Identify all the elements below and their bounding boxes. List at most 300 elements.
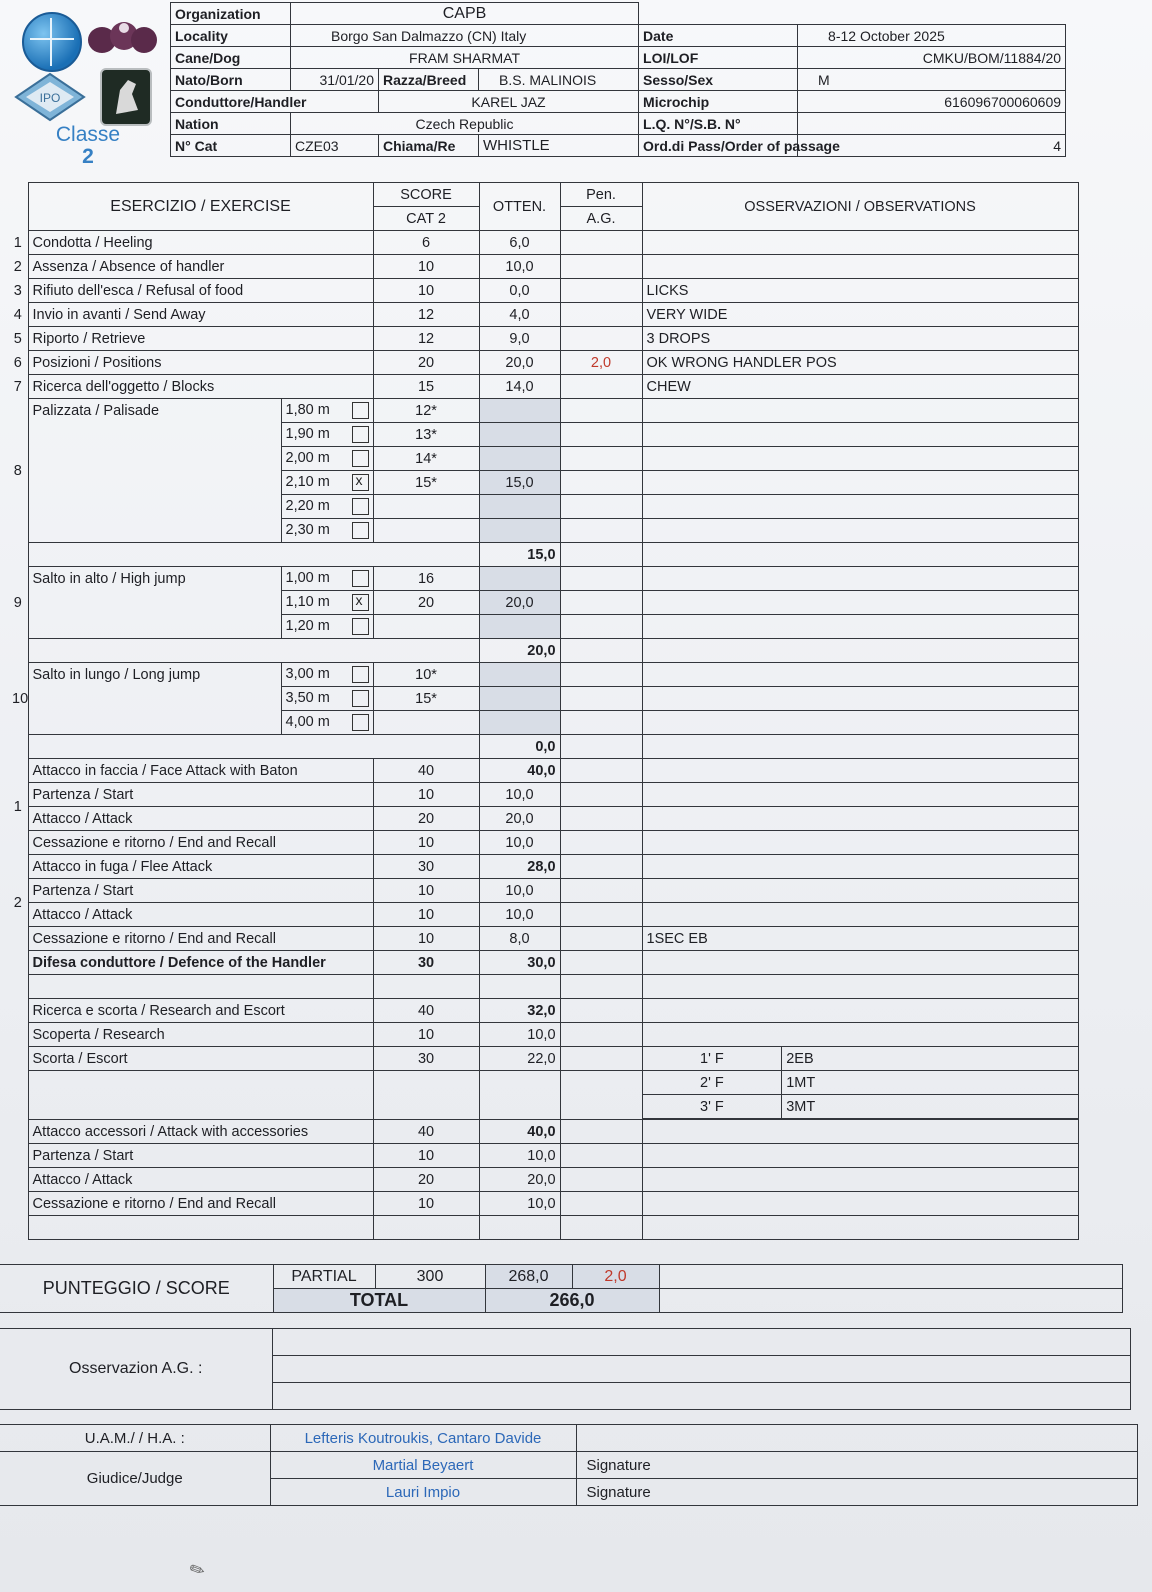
observation: [642, 615, 1078, 639]
obtained-score: 20,0: [479, 1168, 560, 1192]
info-row: [171, 135, 1066, 157]
height-label: 3,50 m: [285, 690, 330, 706]
total-label: TOTAL: [273, 1289, 485, 1313]
subsection-row: [8, 1047, 1078, 1071]
max-score: 30: [373, 855, 479, 879]
observation: [642, 495, 1078, 519]
exercise-row: [8, 351, 1078, 375]
exercise-row: [8, 303, 1078, 327]
obtained-score: 10,0: [479, 1192, 560, 1216]
height-label: 1,10 m: [285, 594, 330, 610]
height-checkbox[interactable]: [352, 498, 369, 515]
row-number: 1: [13, 234, 22, 251]
max-score: [373, 519, 479, 543]
obtained-score: 30,0: [479, 951, 560, 975]
obtained-score: [479, 447, 560, 471]
exercise-name: Palizzata / Palisade: [28, 399, 281, 543]
info-label: Cane/Dog: [171, 47, 291, 69]
info-row: [171, 113, 1066, 135]
height-option: [281, 663, 373, 687]
info-label: Chiama/Re: [379, 135, 479, 157]
fault-key: 3' F: [643, 1095, 782, 1119]
ag-observations-label: Osservazion A.G. :: [0, 1329, 272, 1410]
height-option: [281, 399, 373, 423]
info-label: Date: [639, 25, 798, 47]
cat-column-header: CAT 2: [373, 207, 479, 231]
obtained-score: [479, 687, 560, 711]
exercise-name: Ricerca dell'oggetto / Blocks: [28, 375, 373, 399]
obtained-score: 40,0: [479, 759, 560, 783]
obtained-score: [479, 663, 560, 687]
dog-name-value: FRAM SHARMAT: [291, 47, 639, 69]
max-score: 30: [373, 951, 479, 975]
section-title-row: [8, 759, 1078, 783]
row-number: 5: [13, 330, 22, 347]
subsection-name: Partenza / Start: [28, 783, 373, 807]
exercise-row: [8, 375, 1078, 399]
obtained-score: 22,0: [479, 1047, 560, 1071]
height-checkbox[interactable]: [352, 402, 369, 419]
max-score: 6: [373, 231, 479, 255]
total-value: 266,0: [485, 1289, 659, 1313]
subsection-row: [8, 1023, 1078, 1047]
microchip-value: 616096700060609: [798, 91, 1066, 113]
height-label: 1,00 m: [285, 570, 330, 586]
obtained-score: 40,0: [479, 1120, 560, 1144]
observation: [642, 687, 1078, 711]
height-option: [281, 495, 373, 519]
born-value: 31/01/20: [291, 69, 379, 91]
obtained-score: 10,0: [479, 831, 560, 855]
sex-value: M: [798, 69, 1066, 91]
max-score: 15*: [373, 471, 479, 495]
subsection-name: Attacco / Attack: [28, 807, 373, 831]
observation: [642, 591, 1078, 615]
obtained-score: 4,0: [479, 303, 560, 327]
max-score: 20: [373, 1168, 479, 1192]
judge-row: [0, 1452, 1137, 1479]
ag-observations-line: [272, 1356, 1130, 1383]
penalty: 2,0: [560, 351, 642, 375]
max-score: 10: [373, 1192, 479, 1216]
height-checkbox[interactable]: [352, 666, 369, 683]
height-label: 2,30 m: [285, 522, 330, 538]
obtained-score: [479, 519, 560, 543]
row-number: 6: [13, 354, 22, 371]
max-score: 16: [373, 567, 479, 591]
height-checkbox[interactable]: [352, 426, 369, 443]
penalty: [560, 279, 642, 303]
obtained-score: [479, 423, 560, 447]
subtotal-row: [8, 735, 1078, 759]
height-option: [281, 615, 373, 639]
jump-option-row: [8, 567, 1078, 591]
classe-word: Classe: [55, 123, 121, 146]
judges-table: [0, 1424, 1138, 1506]
subsection-row: [8, 1144, 1078, 1168]
height-checkbox[interactable]: [352, 594, 369, 611]
info-label: Razza/Breed: [379, 69, 479, 91]
ag-observations-line: [272, 1383, 1130, 1410]
max-score: 14*: [373, 447, 479, 471]
fault-value: 1MT: [782, 1071, 1078, 1095]
subsection-row: [8, 1192, 1078, 1216]
row-number: 2: [13, 894, 22, 911]
organization-value: CAPB: [291, 3, 639, 25]
subsection-row: [8, 831, 1078, 855]
subsection-row: [8, 807, 1078, 831]
max-score: 15: [373, 375, 479, 399]
height-checkbox[interactable]: [352, 570, 369, 587]
observation: [642, 567, 1078, 591]
fault-table: [643, 1047, 1078, 1119]
height-checkbox[interactable]: [352, 690, 369, 707]
penalty: [560, 399, 642, 423]
obtained-score: 10,0: [479, 1144, 560, 1168]
exercise-name: Invio in avanti / Send Away: [28, 303, 373, 327]
height-checkbox[interactable]: [352, 474, 369, 491]
penalty: [560, 663, 642, 687]
observation: VERY WIDE: [642, 303, 1078, 327]
observation: OK WRONG HANDLER POS: [642, 351, 1078, 375]
row-number: 4: [13, 306, 22, 323]
penalty: [560, 711, 642, 735]
exercise-table: [8, 182, 1079, 1240]
penalty: [560, 423, 642, 447]
max-score: 12: [373, 327, 479, 351]
observation: [642, 399, 1078, 423]
exercise-name: Salto in lungo / Long jump: [28, 663, 281, 735]
pen-mark: ✎: [186, 1557, 209, 1583]
penalty: [560, 495, 642, 519]
row-number: 2: [13, 258, 22, 275]
penalty: [560, 471, 642, 495]
info-label: Organization: [171, 3, 291, 25]
obtained-score: [479, 399, 560, 423]
height-option: [281, 567, 373, 591]
height-option: [281, 687, 373, 711]
judge-label: Giudice/Judge: [0, 1452, 270, 1506]
subsection-name: Cessazione e ritorno / End and Recall: [28, 927, 373, 951]
fault-key: 2' F: [643, 1071, 782, 1095]
height-label: 2,10 m: [285, 474, 330, 490]
max-score: 40: [373, 999, 479, 1023]
max-score: [373, 495, 479, 519]
penalty: [560, 591, 642, 615]
locality-value: Borgo San Dalmazzo (CN) Italy: [291, 25, 639, 47]
cat-value: CZE03: [291, 135, 379, 157]
section-name: Attacco in faccia / Face Attack with Baton: [28, 759, 373, 783]
obtained-score: [479, 711, 560, 735]
obtained-score: [479, 615, 560, 639]
obtained-score: 15,0: [479, 471, 560, 495]
partial-obtained: 268,0: [485, 1265, 572, 1289]
subsection-row: [8, 1168, 1078, 1192]
observation: 1SEC EB: [642, 927, 1078, 951]
info-row: [171, 47, 1066, 69]
penalty: [560, 567, 642, 591]
info-row: [171, 25, 1066, 47]
height-option: [281, 519, 373, 543]
fault-value: 3MT: [782, 1095, 1078, 1119]
observation: [642, 255, 1078, 279]
obtained-score: 10,0: [479, 783, 560, 807]
signature-field[interactable]: Signature: [576, 1479, 1137, 1506]
exercise-name: Assenza / Absence of handler: [28, 255, 373, 279]
max-score: 30: [373, 1047, 479, 1071]
row-number: 7: [13, 378, 22, 395]
subsection-name: Cessazione e ritorno / End and Recall: [28, 1192, 373, 1216]
max-score: 40: [373, 759, 479, 783]
exercise-row: [8, 255, 1078, 279]
info-label: Nation: [171, 113, 291, 135]
obtained-score: 9,0: [479, 327, 560, 351]
section-title-row: [8, 999, 1078, 1023]
partial-penalty: 2,0: [572, 1265, 659, 1289]
subsection-name: Scorta / Escort: [28, 1047, 373, 1071]
info-label: Sesso/Sex: [639, 69, 798, 91]
handler-value: KAREL JAZ: [379, 91, 639, 113]
classe-number: 2: [82, 145, 94, 168]
observation: 3 DROPS: [642, 327, 1078, 351]
obtained-score: 28,0: [479, 855, 560, 879]
fci-globe-logo: [22, 12, 82, 72]
subtotal: 20,0: [479, 639, 560, 663]
max-score: 10: [373, 783, 479, 807]
penalty: [560, 375, 642, 399]
date-value: 8-12 October 2025: [798, 25, 1066, 47]
partial-label: PARTIAL: [273, 1265, 375, 1289]
score-table: [0, 1264, 1123, 1313]
height-checkbox[interactable]: [352, 450, 369, 467]
observation: [642, 663, 1078, 687]
obtained-score: [479, 495, 560, 519]
row-number: 9: [13, 594, 22, 611]
height-checkbox[interactable]: [352, 714, 369, 731]
section-name: Attacco accessori / Attack with accessories: [28, 1120, 373, 1144]
max-score: [373, 615, 479, 639]
row-number: 3: [13, 282, 22, 299]
height-label: 1,90 m: [285, 426, 330, 442]
obtained-score: [479, 567, 560, 591]
penalty: [560, 687, 642, 711]
exercise-row: [8, 327, 1078, 351]
subsection-row: [8, 783, 1078, 807]
exercise-rows: [8, 231, 1078, 1240]
lq-value: [798, 113, 1066, 135]
height-label: 1,20 m: [285, 618, 330, 634]
obtained-score: 0,0: [479, 279, 560, 303]
exercise-name: Salto in alto / High jump: [28, 567, 281, 639]
svg-text:IPO: IPO: [39, 91, 61, 105]
max-score: 10*: [373, 663, 479, 687]
penalty: [560, 447, 642, 471]
info-label: Locality: [171, 25, 291, 47]
info-row: [171, 69, 1066, 91]
exercise-row: [8, 231, 1078, 255]
height-label: 2,00 m: [285, 450, 330, 466]
section-title-row: [8, 855, 1078, 879]
height-option: [281, 423, 373, 447]
info-row: [171, 3, 1066, 25]
uam-row: [0, 1425, 1137, 1452]
obtained-score: 10,0: [479, 1023, 560, 1047]
score-column-header: SCORE: [373, 183, 479, 207]
ag-column-header: A.G.: [560, 207, 642, 231]
subsection-row: [8, 903, 1078, 927]
subsection-name: Attacco / Attack: [28, 903, 373, 927]
max-score: 40: [373, 1120, 479, 1144]
height-label: 2,20 m: [285, 498, 330, 514]
obtained-score: 32,0: [479, 999, 560, 1023]
subtotal-row: [8, 543, 1078, 567]
section-title-row: [8, 1120, 1078, 1144]
obtained-score: 20,0: [479, 591, 560, 615]
info-row: [171, 91, 1066, 113]
row-number: 1: [13, 798, 22, 815]
row-number: 10: [12, 690, 29, 707]
subsection-name: Attacco / Attack: [28, 1168, 373, 1192]
obtained-score: 10,0: [479, 903, 560, 927]
obtained-score: 20,0: [479, 351, 560, 375]
otten-column-header: OTTEN.: [479, 183, 560, 231]
section-name: Attacco in fuga / Flee Attack: [28, 855, 373, 879]
dog-info-table: [170, 2, 1066, 157]
observation: LICKS: [642, 279, 1078, 303]
max-score: 10: [373, 255, 479, 279]
max-score: [373, 711, 479, 735]
section-name: Difesa conduttore / Defence of the Handler: [28, 951, 373, 975]
observation: [642, 423, 1078, 447]
obtained-score: 14,0: [479, 375, 560, 399]
info-label: Ord.di Pass/Order of passage: [639, 135, 798, 157]
max-score: 15*: [373, 687, 479, 711]
judge-name: Martial Beyaert: [270, 1452, 576, 1479]
pen-column-header: Pen.: [560, 183, 642, 207]
height-option: [281, 447, 373, 471]
penalty: [560, 231, 642, 255]
partial-row: [0, 1265, 1122, 1289]
nation-value: Czech Republic: [291, 113, 639, 135]
observations-column-header: OSSERVAZIONI / OBSERVATIONS: [642, 183, 1078, 231]
exercise-name: Rifiuto dell'esca / Refusal of food: [28, 279, 373, 303]
classe-label: [30, 124, 146, 168]
fault-row: [643, 1071, 1078, 1095]
score-label: PUNTEGGIO / SCORE: [0, 1265, 273, 1313]
exercise-name: Riporto / Retrieve: [28, 327, 373, 351]
observation: CHEW: [642, 375, 1078, 399]
max-score: 20: [373, 351, 479, 375]
judge-name: Lauri Impio: [270, 1479, 576, 1506]
fault-row: [643, 1095, 1078, 1119]
recall-value: WHISTLE: [479, 135, 639, 157]
observation: [642, 471, 1078, 495]
max-score: 10: [373, 903, 479, 927]
height-option: [281, 711, 373, 735]
jump-option-row: [8, 663, 1078, 687]
max-score: 12*: [373, 399, 479, 423]
observation: [642, 711, 1078, 735]
max-score: 20: [373, 591, 479, 615]
penalty: [560, 519, 642, 543]
height-checkbox[interactable]: [352, 618, 369, 635]
height-option: [281, 591, 373, 615]
fault-cell: [642, 1047, 1078, 1120]
penalty: [560, 255, 642, 279]
observation: [642, 231, 1078, 255]
fault-value: 2EB: [782, 1047, 1078, 1071]
max-score: 10: [373, 1023, 479, 1047]
exercise-column-header: ESERCIZIO / EXERCISE: [28, 183, 373, 231]
exercise-row: [8, 279, 1078, 303]
uam-value: Lefteris Koutroukis, Cantaro Davide: [270, 1425, 576, 1452]
fault-row: [643, 1047, 1078, 1071]
max-score: 10: [373, 831, 479, 855]
partial-max: 300: [375, 1265, 485, 1289]
height-option: [281, 471, 373, 495]
section-title-row: [8, 951, 1078, 975]
max-score: 13*: [373, 423, 479, 447]
subtotal-row: [8, 639, 1078, 663]
obtained-score: 10,0: [479, 879, 560, 903]
penalty: [560, 303, 642, 327]
column-header-row: [8, 183, 1078, 207]
max-score: 10: [373, 879, 479, 903]
max-score: 10: [373, 279, 479, 303]
subsection-name: Partenza / Start: [28, 879, 373, 903]
max-score: 10: [373, 927, 479, 951]
height-label: 4,00 m: [285, 714, 330, 730]
exercise-name: Condotta / Heeling: [28, 231, 373, 255]
info-label: Nato/Born: [171, 69, 291, 91]
uam-label: U.A.M./ / H.A. :: [0, 1425, 270, 1452]
height-checkbox[interactable]: [352, 522, 369, 539]
height-label: 1,80 m: [285, 402, 330, 418]
breed-value: B.S. MALINOIS: [479, 69, 639, 91]
section-name: Ricerca e scorta / Research and Escort: [28, 999, 373, 1023]
info-label: N° Cat: [171, 135, 291, 157]
observation: [642, 903, 1078, 927]
max-score: 20: [373, 807, 479, 831]
info-label: Conduttore/Handler: [171, 91, 379, 113]
info-label: LOI/LOF: [639, 47, 798, 69]
subsection-name: Partenza / Start: [28, 1144, 373, 1168]
max-score: 10: [373, 1144, 479, 1168]
observation: [642, 519, 1078, 543]
penalty: [560, 327, 642, 351]
ipo-badge-logo: [14, 72, 86, 122]
exercise-name: Posizioni / Positions: [28, 351, 373, 375]
subtotal: 15,0: [479, 543, 560, 567]
observation: [642, 879, 1078, 903]
max-score: 12: [373, 303, 479, 327]
obtained-score: 20,0: [479, 807, 560, 831]
signature-field[interactable]: Signature: [576, 1452, 1137, 1479]
fault-key: 1' F: [643, 1047, 782, 1071]
dog-medallion-logo: [100, 68, 152, 126]
ag-observations-table: [0, 1328, 1131, 1410]
loi-value: CMKU/BOM/11884/20: [798, 47, 1066, 69]
subsection-name: Cessazione e ritorno / End and Recall: [28, 831, 373, 855]
dog-heads-logo: [84, 16, 160, 60]
subsection-name: Scoperta / Research: [28, 1023, 373, 1047]
subtotal: 0,0: [479, 735, 560, 759]
penalty: [560, 615, 642, 639]
order-value: 4: [798, 135, 1066, 157]
info-label: L.Q. N°/S.B. N°: [639, 113, 798, 135]
obtained-score: 10,0: [479, 255, 560, 279]
row-number: 8: [13, 462, 22, 479]
